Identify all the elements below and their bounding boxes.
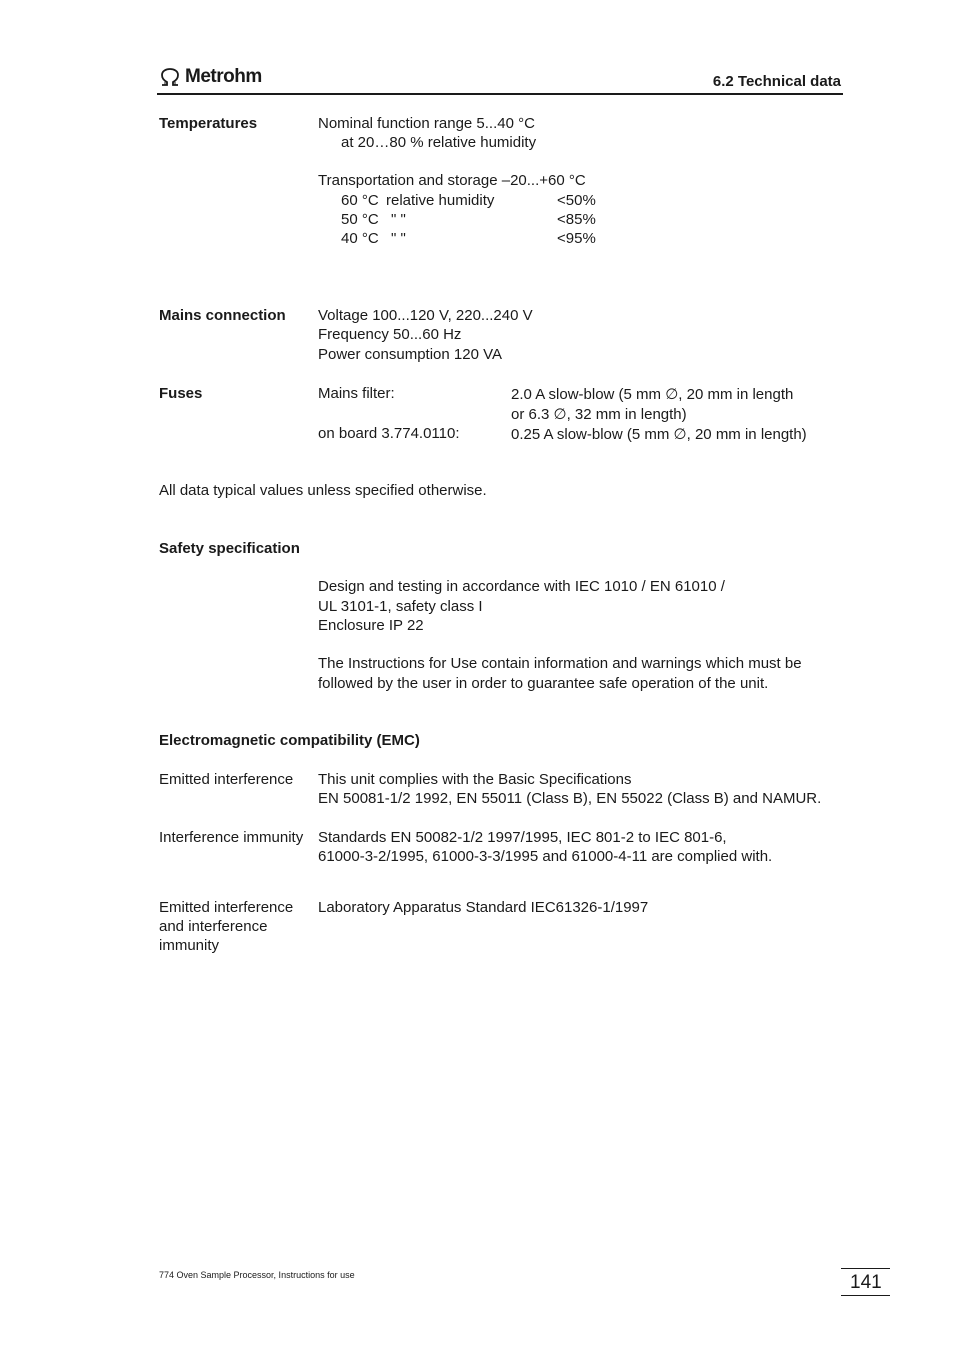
humidity-temp-50: 50 °C	[341, 211, 379, 228]
emitted-line-2: EN 50081-1/2 1992, EN 55011 (Class B), EN 55022 (Class B) and NAMUR.	[318, 790, 822, 807]
section-title: 6.2 Technical data	[712, 73, 841, 90]
both-label-3: immunity	[159, 937, 220, 954]
mains-frequency: Frequency 50...60 Hz	[318, 326, 462, 343]
both-label-2: and interference	[159, 918, 268, 935]
brand-name: Metrohm	[185, 66, 262, 87]
safety-label: Safety specification	[159, 540, 300, 557]
fuses-label: Fuses	[159, 385, 203, 402]
nominal-range: Nominal function range 5...40 °C	[318, 115, 535, 132]
mains-label: Mains connection	[159, 307, 286, 324]
humidity-value-40: <95%	[557, 230, 596, 247]
safety-design: Design and testing in accordance with IEC 1010 / EN 61010 /	[318, 578, 725, 595]
fuse-filter-value: 2.0 A slow-blow (5 mm ∅, 20 mm in length	[511, 386, 794, 403]
humidity-temp-60: 60 °C	[341, 192, 379, 209]
safety-enclosure: Enclosure IP 22	[318, 617, 424, 634]
temperatures-label: Temperatures	[159, 115, 258, 132]
fuse-filter-alt: or 6.3 ∅, 32 mm in length)	[511, 406, 687, 423]
both-label-1: Emitted interference	[159, 899, 294, 916]
humidity-value-60: <50%	[557, 192, 596, 209]
page-number-box	[841, 1268, 890, 1296]
typical-values-note: All data typical values unless specified otherwise.	[159, 482, 487, 499]
immunity-label: Interference immunity	[159, 829, 304, 846]
brand-logo	[159, 66, 262, 88]
immunity-line-2: 61000-3-2/1995, 61000-3-3/1995 and 61000-4-11 are complied with.	[318, 848, 773, 865]
footer-document-title: 774 Oven Sample Processor, Instructions for use	[159, 1270, 355, 1280]
page-number: 141	[850, 1272, 882, 1293]
emitted-line-1: This unit complies with the Basic Specifications	[318, 771, 632, 788]
fuse-board-value: 0.25 A slow-blow (5 mm ∅, 20 mm in length)	[511, 426, 807, 443]
mains-power: Power consumption 120 VA	[318, 346, 502, 363]
fuse-board-label: on board 3.774.0110:	[318, 425, 460, 442]
fuse-filter-label: Mains filter:	[318, 385, 395, 402]
header-divider	[157, 93, 843, 95]
immunity-line-1: Standards EN 50082-1/2 1997/1995, IEC 801-2 to IEC 801-6,	[318, 829, 727, 846]
omega-logo-icon	[159, 67, 181, 87]
transport-storage: Transportation and storage –20...+60 °C	[318, 172, 586, 189]
humidity-desc-60: relative humidity	[386, 192, 495, 209]
humidity-desc-50: " "	[391, 211, 406, 228]
nominal-humidity: at 20…80 % relative humidity	[341, 134, 537, 151]
humidity-temp-40: 40 °C	[341, 230, 379, 247]
safety-instructions-1: The Instructions for Use contain information and warnings which must be	[318, 655, 802, 672]
safety-instructions-2: followed by the user in order to guarantee safe operation of the unit.	[318, 675, 769, 692]
emc-label: Electromagnetic compatibility (EMC)	[159, 732, 420, 749]
both-value: Laboratory Apparatus Standard IEC61326-1/1997	[318, 899, 649, 916]
humidity-value-50: <85%	[557, 211, 596, 228]
safety-class: UL 3101-1, safety class I	[318, 598, 483, 615]
mains-voltage: Voltage 100...120 V, 220...240 V	[318, 307, 533, 324]
humidity-desc-40: " "	[391, 230, 406, 247]
emitted-label: Emitted interference	[159, 771, 294, 788]
